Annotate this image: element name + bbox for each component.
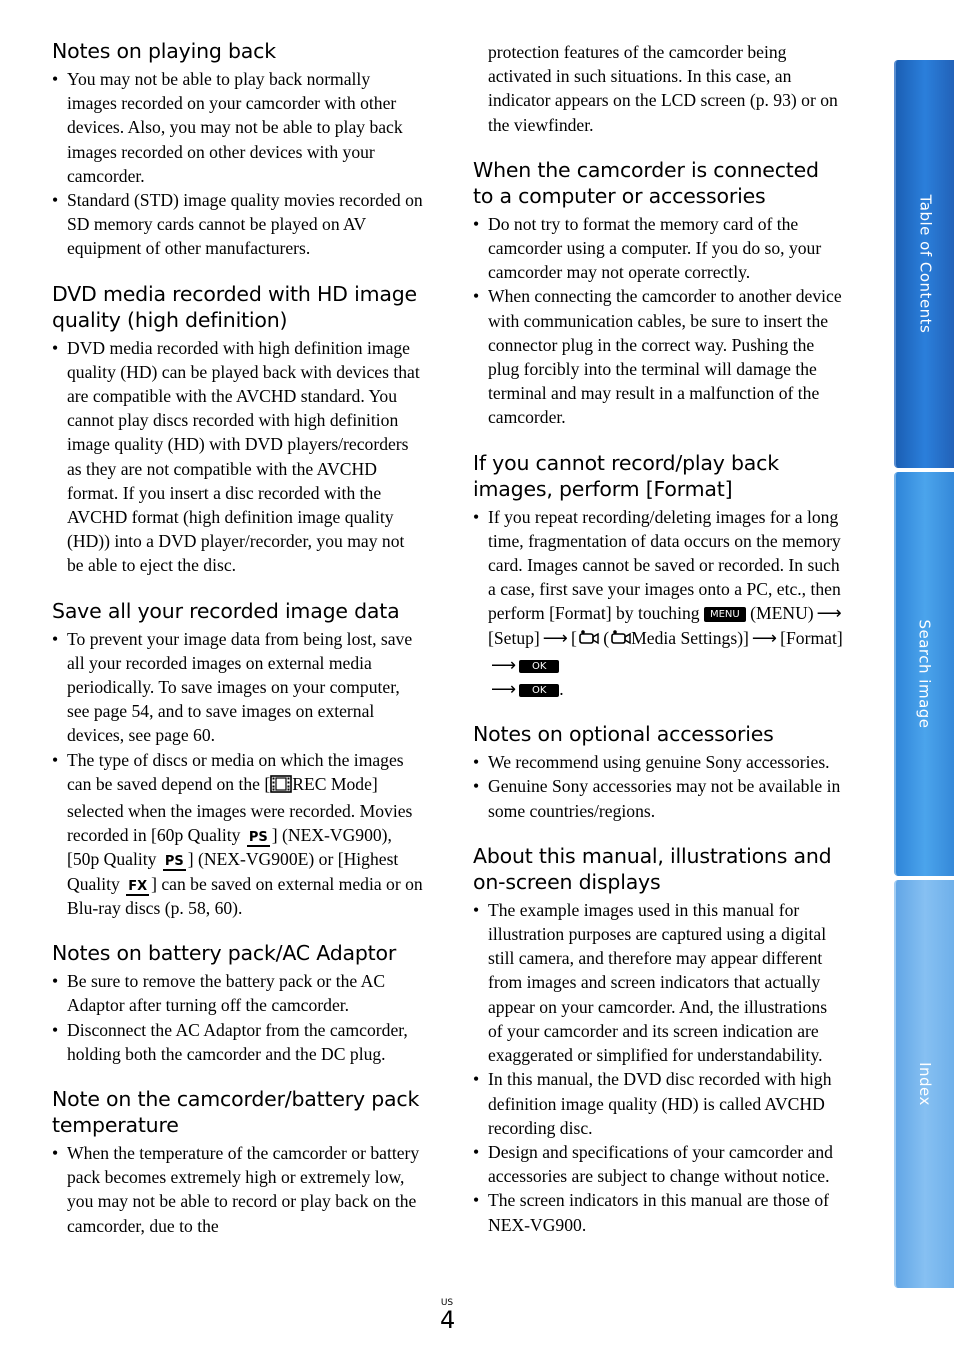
ps-badge: PS	[164, 854, 184, 870]
text-run: If you repeat recording/deleting images for a long time, fragmentation of data occurs on the memory card. Images cannot be saved or recorded. In such a case, first save your images onto a PC, etc., then perform [Format] by touching	[488, 506, 841, 624]
list-item	[473, 505, 845, 702]
right-arrow-icon: ⟶	[816, 603, 842, 624]
heading-about-manual: About this manual, illustrations and on-screen displays	[473, 843, 832, 894]
text-run: ] can be saved on external media or on Blu-ray discs (p. 58, 60).	[67, 873, 423, 918]
text-run: ] (NEX-VG900), [50p Quality	[67, 825, 392, 870]
right-arrow-icon: ⟶	[751, 627, 778, 648]
left-column	[52, 38, 424, 1258]
tab-label: Table of Contents	[916, 194, 935, 334]
list-item: • In this manual, the DVD disc recorded with high definition image quality (HD) is called AVCHD recording disc.	[473, 1067, 845, 1140]
text-run: [Format]	[780, 627, 843, 648]
page-number	[440, 1298, 455, 1332]
right-arrow-icon: ⟶	[491, 679, 517, 700]
list-battery	[52, 969, 424, 1066]
ok-button-icon: OK	[519, 684, 559, 697]
list-playing-back	[52, 67, 424, 261]
camcorder-media-icon	[577, 629, 599, 653]
list-item: • We recommend using genuine Sony accessories.	[473, 750, 845, 774]
list-accessories	[473, 750, 845, 823]
heading-accessories: Notes on optional accessories	[473, 722, 774, 747]
list-item: • You may not be able to play back normally images recorded on your camcorder with other devices. Also, you may not be able to play back images recorded on other devices with your camcorder.	[52, 67, 424, 188]
text-run: (	[603, 627, 610, 648]
text-run: REC Mode] selected when the images were recorded. Movies recorded in [60p Quality	[67, 773, 413, 846]
page-number-value: 4	[440, 1306, 456, 1334]
ok-button-icon: OK	[519, 660, 559, 673]
film-strip-icon	[270, 775, 292, 799]
list-item	[52, 748, 424, 920]
fx-badge: FX	[128, 878, 148, 894]
list-item: • DVD media recorded with high definition image quality (HD) can be played back with devices that are compatible with the AVCHD standard. You cannot play discs recorded with high definition image quality (HD) with DVD players/recorders as they are not compatible with the AVCHD format. If you insert a disc recorded with the AVCHD format (high definition image quality (HD)) into a DVD player/recorder, you may not be able to eject the disc.	[52, 336, 424, 578]
list-item: • Design and specifications of your camcorder and accessories are subject to change without notice.	[473, 1140, 845, 1188]
menu-button-icon: MENU	[704, 607, 746, 622]
continued-text: protection features of the camcorder being activated in such situations. In this case, an indicator appears on the LCD screen (p. 93) or on the viewfinder.	[488, 42, 838, 135]
text-run: The type of discs or media on which the images can be saved depend on the [	[67, 749, 404, 794]
tab-index[interactable]	[894, 880, 954, 1288]
ps-badge: PS	[248, 830, 268, 846]
heading-dvd-media: DVD media recorded with HD image quality (high definition)	[52, 281, 417, 332]
list-item: • Disconnect the AC Adaptor from the camcorder, holding both the camcorder and the DC plug.	[52, 1018, 424, 1066]
heading-playing-back: Notes on playing back	[52, 39, 276, 63]
region-code: US	[440, 1298, 454, 1308]
list-item: • When connecting the camcorder to another device with communication cables, be sure to insert the connector plug in the correct way. Pushing the plug forcibly into the terminal will damage the terminal and may result in a malfunction of the camcorder.	[473, 284, 845, 429]
heading-save-data: Save all your recorded image data	[52, 598, 400, 623]
heading-connected: When the camcorder is connected to a computer or accessories	[473, 157, 819, 208]
heading-battery: Notes on battery pack/AC Adaptor	[52, 941, 397, 966]
list-item: • Be sure to remove the battery pack or the AC Adaptor after turning off the camcorder.	[52, 969, 424, 1017]
tab-search-image[interactable]	[894, 472, 954, 876]
right-arrow-icon: ⟶	[542, 627, 569, 648]
list-item: • Genuine Sony accessories may not be available in some countries/regions.	[473, 774, 845, 822]
list-item: • To prevent your image data from being lost, save all your recorded images on external media periodically. To save images on your computer, see page 54, and to save images on external devices, see page 60.	[52, 627, 424, 748]
camcorder-media-icon	[609, 629, 631, 653]
list-temperature	[52, 1141, 424, 1238]
list-dvd-media	[52, 336, 424, 578]
text-run: .	[559, 679, 564, 700]
text-run: [	[571, 627, 577, 648]
list-save-data	[52, 627, 424, 920]
list-item: • Do not try to format the memory card of the camcorder using a computer. If you do so, your camcorder may not operate correctly.	[473, 212, 845, 285]
list-item: • The screen indicators in this manual are those of NEX-VG900.	[473, 1188, 845, 1236]
tab-label: Search image	[916, 619, 934, 729]
list-item: • The example images used in this manual for illustration purposes are captured using a digital still camera, and therefore may appear different from images and screen indicators that actually appear on your camcorder. And, the illustrations of your camcorder and its screen indication are exaggerated or simplified for understandability.	[473, 898, 845, 1067]
heading-temperature: Note on the camcorder/battery pack temperature	[52, 1086, 420, 1137]
list-connected	[473, 212, 845, 430]
right-arrow-icon: ⟶	[491, 654, 517, 675]
list-item: • Standard (STD) image quality movies recorded on SD memory cards cannot be played on AV equipment of other manufacturers.	[52, 188, 424, 261]
list-about-manual	[473, 898, 845, 1237]
list-format	[473, 505, 845, 702]
text-run: Media Settings)]	[631, 627, 749, 648]
list-item: • When the temperature of the camcorder or battery pack becomes extremely high or extremely low, you may not be able to record or play back on the camcorder, due to the	[52, 1141, 424, 1238]
text-run: (MENU)	[750, 603, 814, 624]
right-column	[473, 40, 845, 1257]
tab-label: Index	[915, 1062, 934, 1106]
text-run: [Setup]	[488, 627, 540, 648]
tab-table-of-contents[interactable]	[894, 60, 954, 468]
text-run: ] (NEX-VG900E) or [Highest Quality	[67, 849, 399, 894]
heading-format: If you cannot record/play back images, perform [Format]	[473, 450, 779, 501]
